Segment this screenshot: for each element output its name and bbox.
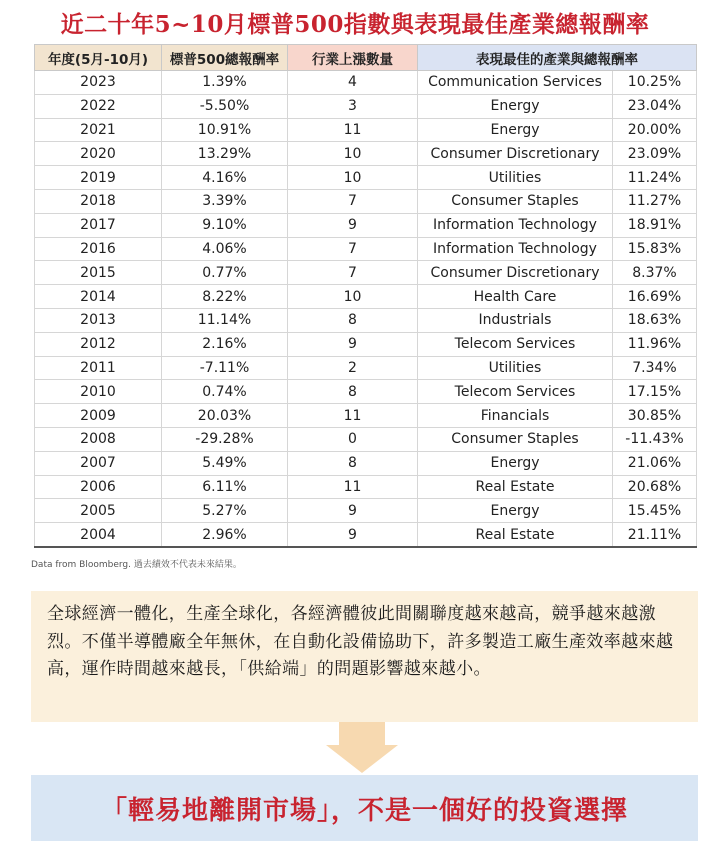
table-row	[35, 237, 697, 261]
table-body	[35, 71, 697, 547]
cell-best-sector-return: 30.85%	[613, 404, 697, 428]
returns-table	[34, 44, 697, 548]
cell-sp500-return: 11.14%	[162, 308, 288, 332]
conclusion-banner	[31, 775, 698, 841]
cell-best-sector: Information Technology	[418, 213, 613, 237]
cell-best-sector: Information Technology	[418, 237, 613, 261]
cell-year: 2012	[35, 332, 162, 356]
table-row	[35, 427, 697, 451]
table-row	[35, 189, 697, 213]
cell-industries-up: 3	[288, 94, 418, 118]
cell-best-sector-return: 21.06%	[613, 451, 697, 475]
cell-sp500-return: 0.77%	[162, 261, 288, 285]
table-row	[35, 475, 697, 499]
cell-year: 2020	[35, 142, 162, 166]
cell-best-sector-return: 15.45%	[613, 499, 697, 523]
cell-year: 2013	[35, 308, 162, 332]
cell-best-sector: Energy	[418, 118, 613, 142]
cell-industries-up: 10	[288, 142, 418, 166]
cell-sp500-return: 1.39%	[162, 71, 288, 95]
cell-year: 2015	[35, 261, 162, 285]
cell-best-sector-return: 10.25%	[613, 71, 697, 95]
header-year: 年度(5月-10月)	[35, 45, 162, 71]
cell-year: 2005	[35, 499, 162, 523]
table-row	[35, 213, 697, 237]
cell-industries-up: 9	[288, 523, 418, 547]
cell-best-sector: Energy	[418, 94, 613, 118]
cell-best-sector-return: 16.69%	[613, 285, 697, 309]
header-sp500-return: 標普500總報酬率	[162, 45, 288, 71]
cell-best-sector-return: 21.11%	[613, 523, 697, 547]
cell-year: 2004	[35, 523, 162, 547]
table-row	[35, 94, 697, 118]
cell-year: 2009	[35, 404, 162, 428]
cell-industries-up: 9	[288, 332, 418, 356]
table-row	[35, 118, 697, 142]
cell-industries-up: 8	[288, 380, 418, 404]
cell-best-sector-return: 7.34%	[613, 356, 697, 380]
table-row	[35, 261, 697, 285]
conclusion-text: 「輕易地離開市場」，不是一個好的投資選擇	[100, 795, 628, 826]
source-note: Data from Bloomberg. 過去績效不代表未來結果。	[31, 560, 242, 570]
cell-industries-up: 11	[288, 118, 418, 142]
cell-best-sector-return: 11.24%	[613, 166, 697, 190]
table-row	[35, 308, 697, 332]
cell-industries-up: 7	[288, 189, 418, 213]
cell-sp500-return: 20.03%	[162, 404, 288, 428]
header-best-sector: 表現最佳的產業與總報酬率	[418, 45, 697, 71]
header-industries-up: 行業上漲數量	[288, 45, 418, 71]
cell-industries-up: 4	[288, 71, 418, 95]
cell-sp500-return: 3.39%	[162, 189, 288, 213]
table-row	[35, 71, 697, 95]
cell-best-sector: Utilities	[418, 356, 613, 380]
cell-year: 2022	[35, 94, 162, 118]
cell-best-sector: Industrials	[418, 308, 613, 332]
cell-best-sector: Telecom Services	[418, 380, 613, 404]
page-title: 近二十年5~10月標普500指數與表現最佳產業總報酬率	[60, 11, 650, 38]
cell-year: 2010	[35, 380, 162, 404]
quote-text: 全球經濟一體化，生產全球化，各經濟體彼此間關聯度越來越高，競爭越來越激烈。不僅半導體廠全年無休，在自動化設備協助下，許多製造工廠生產效率越來越高，運作時間越來越長，「供給端」的問題影響越來越小。	[47, 604, 674, 679]
cell-best-sector: Real Estate	[418, 523, 613, 547]
down-arrow-icon	[326, 745, 398, 773]
cell-best-sector: Real Estate	[418, 475, 613, 499]
cell-year: 2008	[35, 427, 162, 451]
cell-sp500-return: 0.74%	[162, 380, 288, 404]
cell-best-sector: Communication Services	[418, 71, 613, 95]
cell-best-sector-return: 18.91%	[613, 213, 697, 237]
cell-best-sector-return: 17.15%	[613, 380, 697, 404]
table-row	[35, 499, 697, 523]
cell-best-sector: Health Care	[418, 285, 613, 309]
cell-sp500-return: 5.49%	[162, 451, 288, 475]
cell-industries-up: 2	[288, 356, 418, 380]
cell-industries-up: 7	[288, 237, 418, 261]
cell-industries-up: 0	[288, 427, 418, 451]
cell-industries-up: 7	[288, 261, 418, 285]
table-header-row	[35, 45, 697, 71]
cell-best-sector: Consumer Discretionary	[418, 261, 613, 285]
cell-best-sector-return: 20.68%	[613, 475, 697, 499]
table-row	[35, 285, 697, 309]
cell-sp500-return: 10.91%	[162, 118, 288, 142]
down-arrow-stem	[339, 722, 385, 746]
cell-industries-up: 8	[288, 308, 418, 332]
cell-best-sector-return: 20.00%	[613, 118, 697, 142]
cell-industries-up: 11	[288, 475, 418, 499]
table-row	[35, 380, 697, 404]
cell-best-sector-return: 15.83%	[613, 237, 697, 261]
cell-sp500-return: 2.16%	[162, 332, 288, 356]
cell-sp500-return: -7.11%	[162, 356, 288, 380]
cell-sp500-return: 13.29%	[162, 142, 288, 166]
cell-year: 2023	[35, 71, 162, 95]
cell-year: 2007	[35, 451, 162, 475]
cell-sp500-return: 4.06%	[162, 237, 288, 261]
cell-best-sector: Energy	[418, 499, 613, 523]
cell-year: 2016	[35, 237, 162, 261]
quote-box	[31, 591, 698, 722]
table-row	[35, 356, 697, 380]
cell-best-sector-return: 11.96%	[613, 332, 697, 356]
table-row	[35, 451, 697, 475]
table-row	[35, 166, 697, 190]
cell-year: 2014	[35, 285, 162, 309]
cell-year: 2019	[35, 166, 162, 190]
cell-best-sector-return: 11.27%	[613, 189, 697, 213]
cell-best-sector: Financials	[418, 404, 613, 428]
cell-best-sector-return: 23.09%	[613, 142, 697, 166]
cell-industries-up: 11	[288, 404, 418, 428]
cell-year: 2018	[35, 189, 162, 213]
cell-best-sector: Consumer Staples	[418, 427, 613, 451]
cell-sp500-return: 4.16%	[162, 166, 288, 190]
table-row	[35, 404, 697, 428]
table-row	[35, 332, 697, 356]
cell-sp500-return: 9.10%	[162, 213, 288, 237]
cell-year: 2006	[35, 475, 162, 499]
cell-industries-up: 8	[288, 451, 418, 475]
cell-sp500-return: 2.96%	[162, 523, 288, 547]
cell-best-sector-return: 8.37%	[613, 261, 697, 285]
cell-year: 2017	[35, 213, 162, 237]
table-row	[35, 523, 697, 547]
cell-sp500-return: 6.11%	[162, 475, 288, 499]
cell-year: 2021	[35, 118, 162, 142]
cell-best-sector-return: -11.43%	[613, 427, 697, 451]
cell-industries-up: 9	[288, 213, 418, 237]
cell-best-sector: Energy	[418, 451, 613, 475]
cell-best-sector-return: 18.63%	[613, 308, 697, 332]
cell-best-sector: Telecom Services	[418, 332, 613, 356]
cell-best-sector: Consumer Discretionary	[418, 142, 613, 166]
cell-sp500-return: -5.50%	[162, 94, 288, 118]
cell-best-sector: Utilities	[418, 166, 613, 190]
cell-best-sector: Consumer Staples	[418, 189, 613, 213]
cell-industries-up: 10	[288, 166, 418, 190]
cell-year: 2011	[35, 356, 162, 380]
cell-industries-up: 10	[288, 285, 418, 309]
cell-best-sector-return: 23.04%	[613, 94, 697, 118]
table-row	[35, 142, 697, 166]
cell-sp500-return: -29.28%	[162, 427, 288, 451]
cell-sp500-return: 8.22%	[162, 285, 288, 309]
cell-industries-up: 9	[288, 499, 418, 523]
cell-sp500-return: 5.27%	[162, 499, 288, 523]
